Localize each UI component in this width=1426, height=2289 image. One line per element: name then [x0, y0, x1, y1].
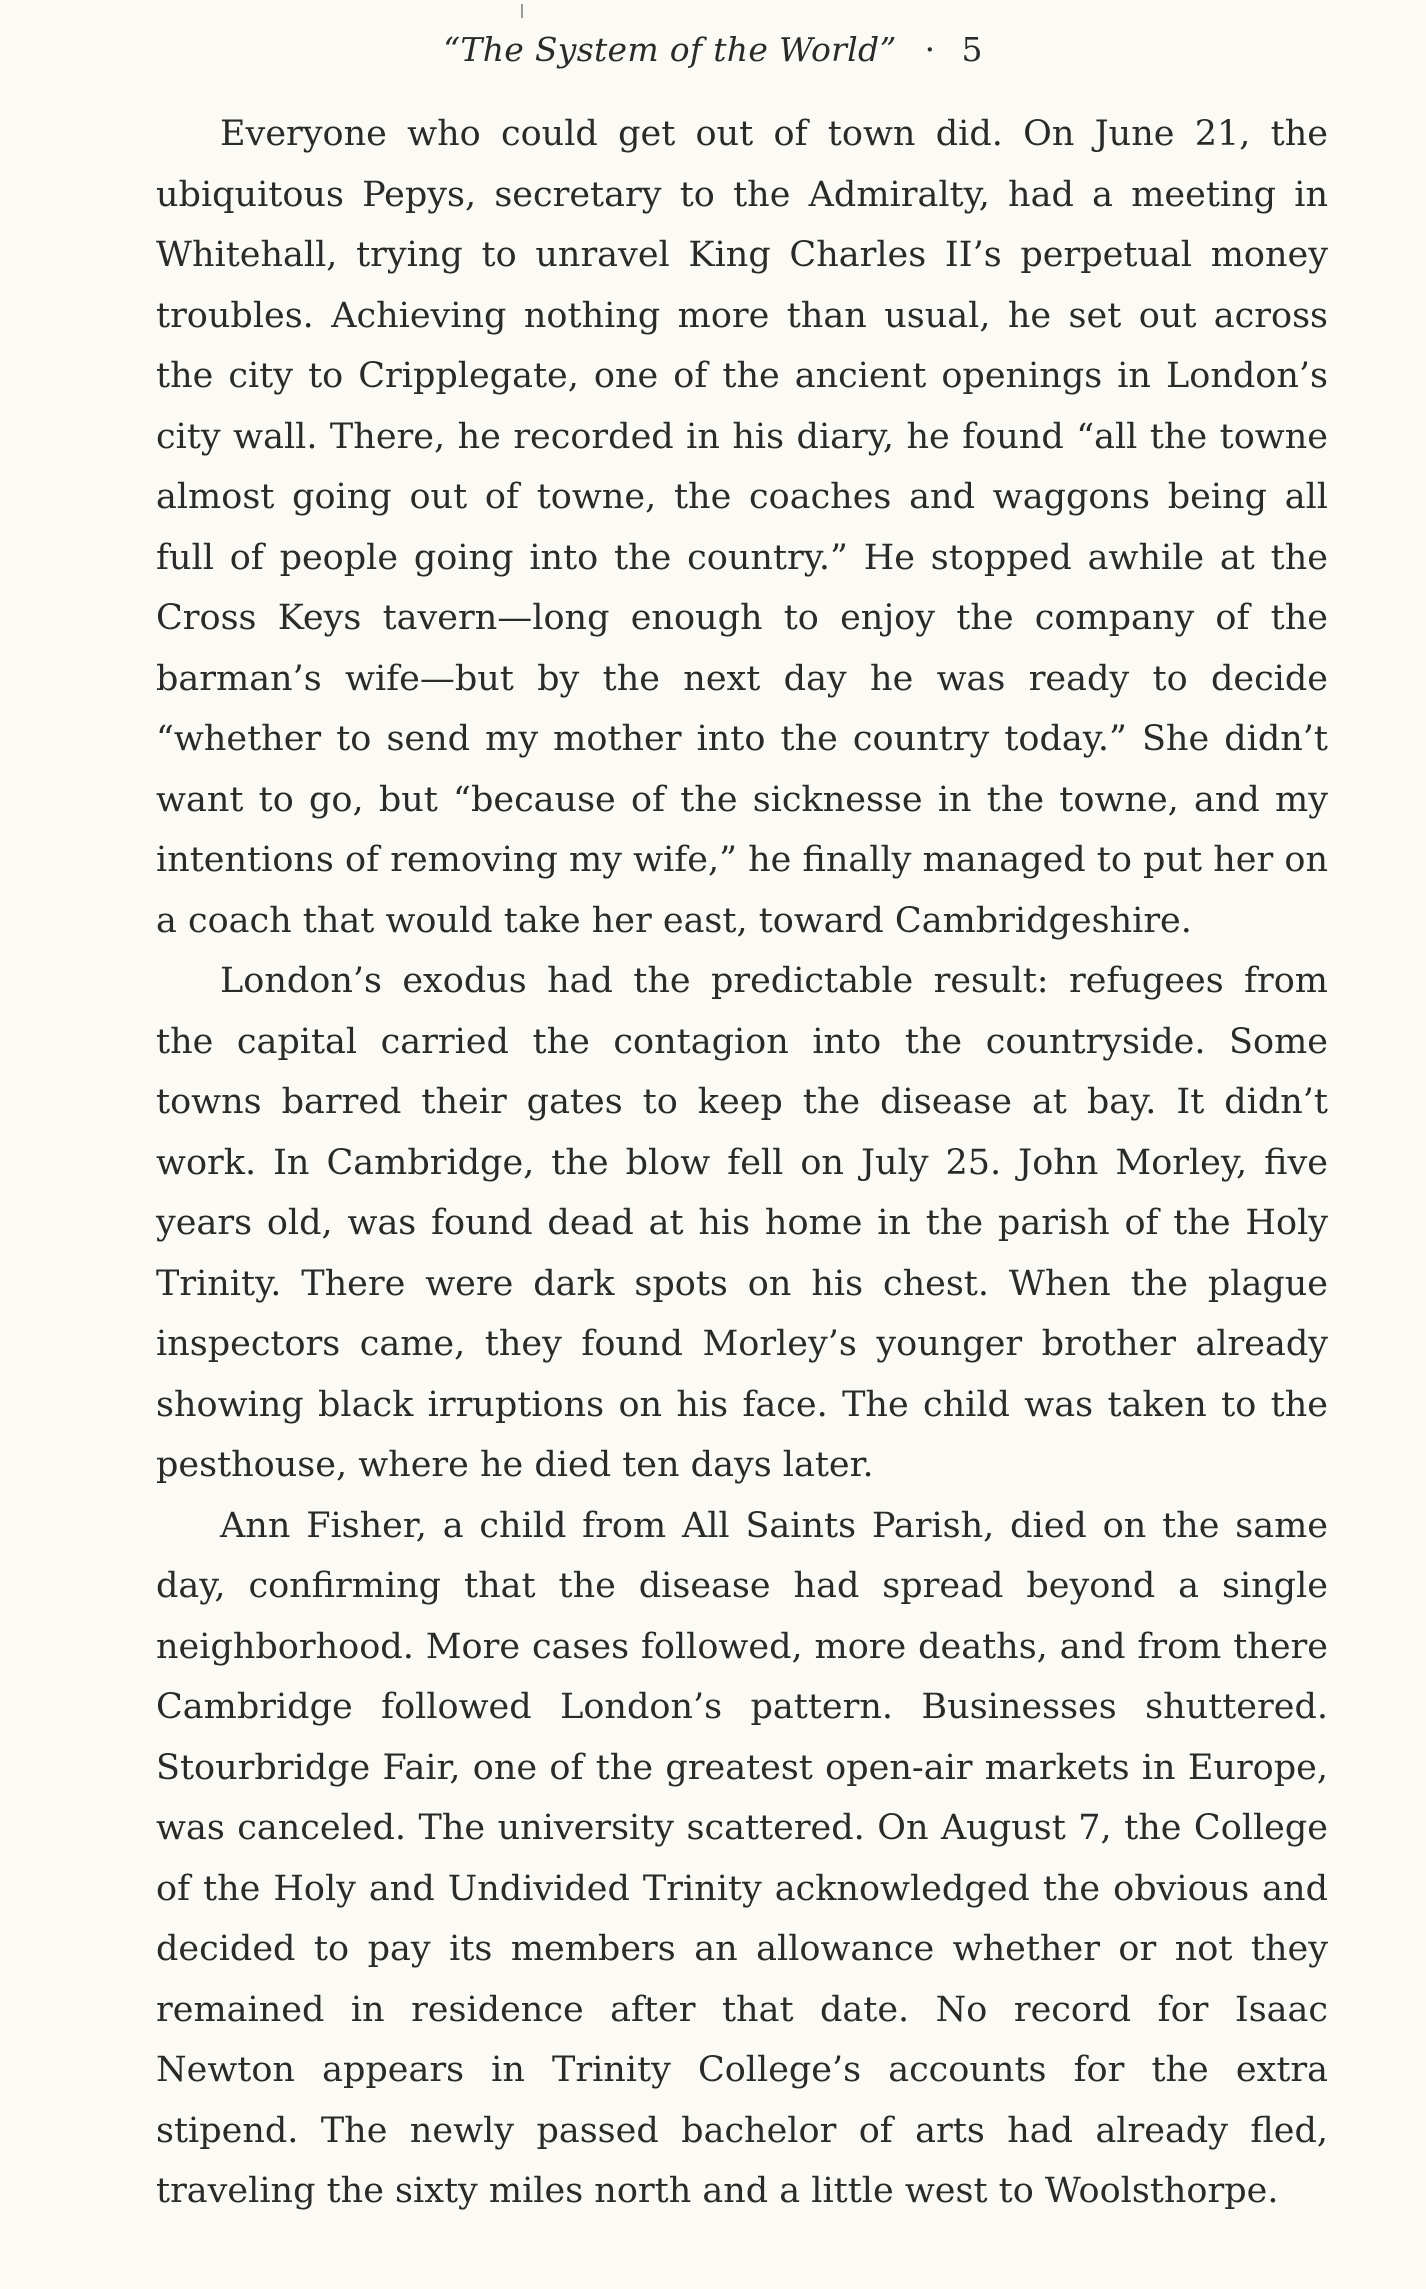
paragraph-2: London’s exodus had the predictable result: refugees from the capital carried the contagion into the countryside. Some towns barred their gates to keep the disease at bay. It didn’t work. In Cambridge, the blow fell on July 25. John Morley, five years old, was found dead at his home in the parish of the Holy Trinity. There were dark spots on his chest. When the plague inspectors came, they found Morley’s younger brother already showing black irruptions on his face. The child was taken to the pesthouse, where he died ten days later.: [156, 961, 1328, 1485]
paragraph-3: Ann Fisher, a child from All Saints Parish, died on the same day, confirming that the disease had spread beyond a single neighborhood. More cases followed, more deaths, and from there Cambridge followed London’s pattern. Businesses shuttered. Stourbridge Fair, one of the greatest open-air markets in Europe, was canceled. The university scattered. On August 7, the College of the Holy and Undivided Trinity acknowledged the obvious and decided to pay its members an allowance whether or not they remained in residence after that date. No record for Isaac Newton appears in Trinity College’s accounts for the extra stipend. The newly passed bachelor of arts had already fled, traveling the sixty miles north and a little west to Woolsthorpe.: [156, 1505, 1328, 2211]
page-number: 5: [961, 30, 983, 69]
paragraph-1: Everyone who could get out of town did. On June 21, the ubiquitous Pepys, secretary to the Admiralty, had a meeting in Whitehall, trying to unravel King Charles II’s perpetual money troubles. Achieving nothing more than usual, he set out across the city to Cripplegate, one of the ancient openings in London’s city wall. There, he recorded in his diary, he found “all the towne almost going out of towne, the coaches and waggons being all full of people going into the country.” He stopped awhile at the Cross Keys tavern—long enough to enjoy the company of the barman’s wife—but by the next day he was ready to decide “whether to send my mother into the country today.” She didn’t want to go, but “because of the sicknesse in the towne, and my intentions of removing my wife,” he finally managed to put her on a coach that would take her east, toward Cambridgeshire.: [156, 114, 1328, 941]
running-header: [0, 30, 1426, 69]
header-separator: ·: [924, 30, 936, 69]
body-text: [156, 104, 1328, 2222]
running-title: “The System of the World”: [443, 30, 897, 69]
scan-mark: [521, 4, 523, 18]
